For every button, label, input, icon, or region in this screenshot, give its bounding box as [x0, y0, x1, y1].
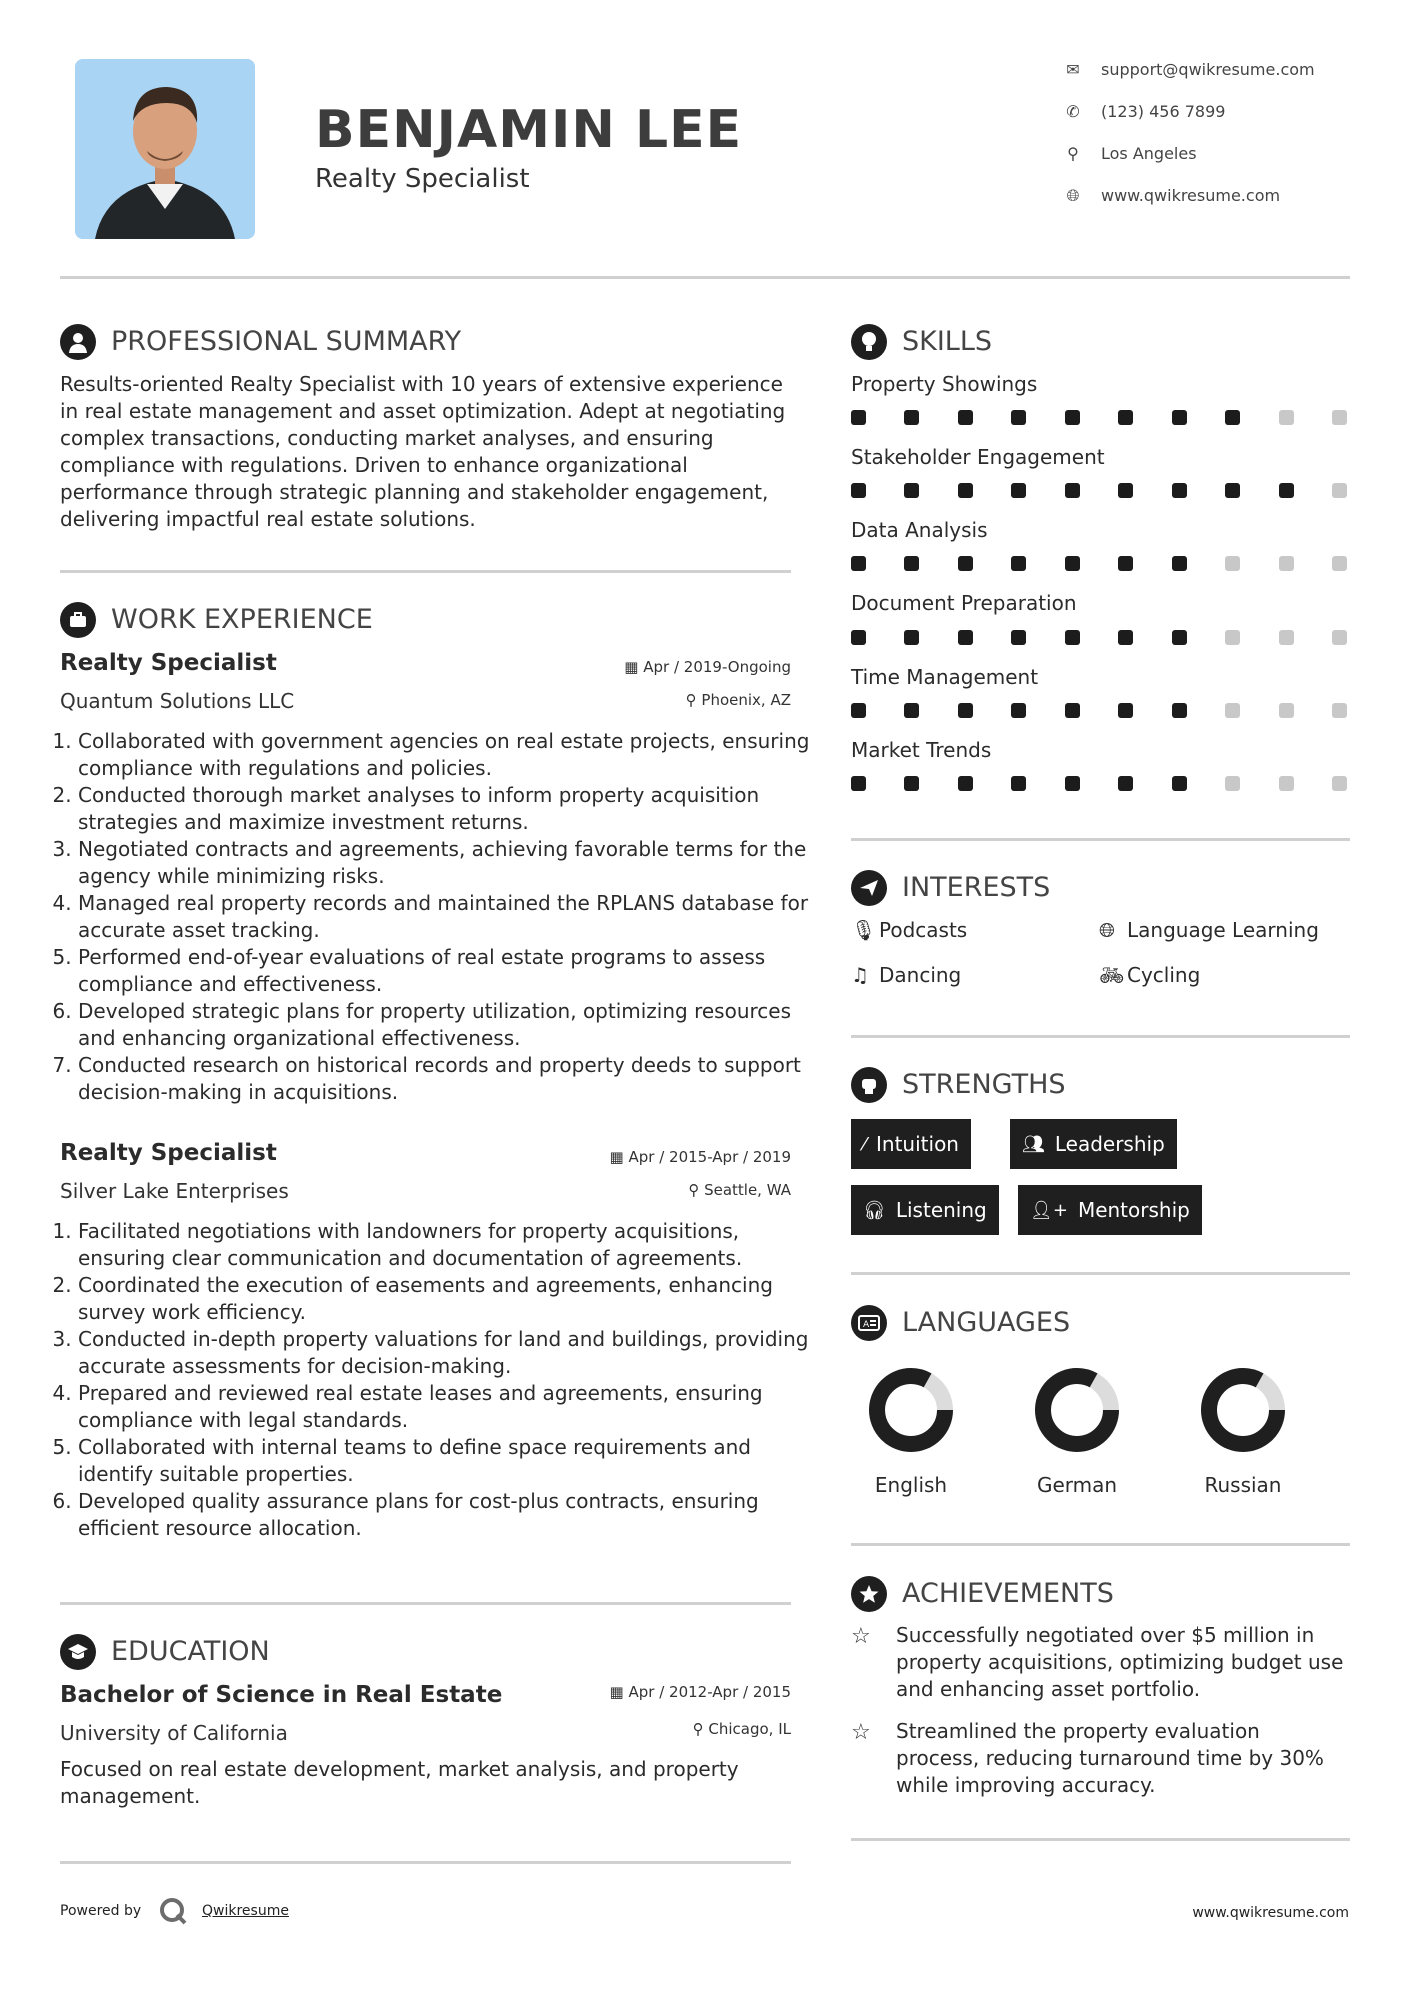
list-item: 4. Managed real property records and maintained the RPLANS database for accurate asset tracking.	[78, 890, 813, 944]
headphones-icon: 🎧︎	[863, 1199, 886, 1221]
list-item: 4. Prepared and reviewed real estate leases and agreements, ensuring compliance with legal standards.	[78, 1380, 813, 1434]
skill-name: Document Preparation	[851, 591, 1077, 615]
list-item: 3. Conducted in-depth property valuations for land and buildings, providing accurate assessments for decision-making.	[78, 1326, 813, 1380]
skill-name: Market Trends	[851, 738, 992, 762]
profile-photo	[75, 59, 255, 239]
summary-text: Results-oriented Realty Specialist with 10 years of extensive experience in real estate management and asset optimization. Adept at negotiating complex transactions, conducting market analyses, and ensuring compliance with regulations. Driven to enhance organizational performance through strategic planning and stakeholder engagement, delivering impactful real estate solutions.	[60, 372, 786, 531]
skill-dot	[1332, 776, 1347, 791]
skill-dot	[1065, 483, 1080, 498]
contact-website[interactable]: 🌐︎ www.qwikresume.com	[1066, 186, 1281, 205]
contact-email[interactable]: ✉ support@qwikresume.com	[1066, 60, 1315, 79]
skill-dot	[1011, 410, 1026, 425]
list-item: 7. Conducted research on historical records and property deeds to support decision-making in acquisitions.	[78, 1052, 813, 1106]
user-plus-icon: 👤︎+	[1030, 1199, 1068, 1221]
skill-dot	[958, 776, 973, 791]
svg-text:A: A	[863, 1320, 870, 1330]
skill-dot	[1065, 410, 1080, 425]
skill-dot	[851, 410, 866, 425]
job-1-company: Quantum Solutions LLC	[60, 689, 295, 713]
briefcase-icon	[60, 602, 96, 638]
skill-dot	[1065, 776, 1080, 791]
education-location: ⚲ Chicago, IL	[692, 1720, 791, 1738]
language-ring-russian	[1209, 1376, 1277, 1444]
language-label-german: German	[1036, 1473, 1118, 1497]
job-2-duties	[60, 1218, 813, 1542]
skill-dot	[958, 410, 973, 425]
skill-dot	[1065, 630, 1080, 645]
skill-dot	[904, 703, 919, 718]
skill-dot	[1172, 410, 1187, 425]
skill-dot	[1225, 630, 1240, 645]
magic-wand-icon: ⁄	[863, 1133, 867, 1155]
skill-dot	[1011, 483, 1026, 498]
experience-divider	[60, 1602, 791, 1605]
skill-dot	[904, 776, 919, 791]
calendar-icon: ▦	[609, 1148, 629, 1166]
skill-dot	[1118, 776, 1133, 791]
list-item: 1. Facilitated negotiations with landowners for property acquisitions, ensuring clear communication and documentation of agreements.	[78, 1218, 813, 1272]
job-2-date: ▦ Apr / 2015-Apr / 2019	[609, 1148, 791, 1166]
skill-dot	[1065, 703, 1080, 718]
summary-title: PROFESSIONAL SUMMARY	[111, 326, 462, 357]
skill-dot	[904, 483, 919, 498]
education-divider	[60, 1861, 791, 1864]
languages-divider	[851, 1543, 1350, 1546]
skill-dot	[851, 630, 866, 645]
skill-dot	[1011, 776, 1026, 791]
skill-dot	[1172, 703, 1187, 718]
skill-dot	[1332, 483, 1347, 498]
summary-divider	[60, 570, 791, 573]
skill-dot	[1332, 410, 1347, 425]
skill-dot	[1279, 556, 1294, 571]
skills-divider	[851, 838, 1350, 841]
language-ring-german	[1043, 1376, 1111, 1444]
strengths-title: STRENGTHS	[902, 1069, 1066, 1100]
skill-dot	[1279, 703, 1294, 718]
globe-icon: 🌐︎	[1066, 186, 1080, 205]
fist-icon	[851, 1067, 887, 1103]
achievement-item: Streamlined the property evaluation process, reducing turnaround time by 30% while improving accuracy.	[896, 1719, 1324, 1797]
envelope-icon: ✉	[1066, 60, 1080, 79]
skill-dot	[1225, 483, 1240, 498]
skill-dot	[1225, 556, 1240, 571]
skill-rating	[851, 703, 1347, 718]
interests-title: INTERESTS	[902, 872, 1051, 903]
job-2-location: ⚲ Seattle, WA	[688, 1181, 791, 1199]
user-circle-icon	[60, 324, 96, 360]
interests-divider	[851, 1035, 1350, 1038]
skill-dot	[958, 483, 973, 498]
education-degree: Bachelor of Science in Real Estate	[60, 1682, 503, 1708]
skill-dot	[851, 703, 866, 718]
header-divider	[60, 276, 1350, 279]
list-item: 3. Negotiated contracts and agreements, achieving favorable terms for the agency while minimizing risks.	[78, 836, 813, 890]
users-icon: 👥︎	[1022, 1133, 1045, 1155]
language-ring-english	[877, 1376, 945, 1444]
skill-dot	[1225, 703, 1240, 718]
experience-title: WORK EXPERIENCE	[111, 604, 373, 635]
phone-icon: ✆	[1066, 102, 1080, 121]
job-2-company: Silver Lake Enterprises	[60, 1179, 289, 1203]
strength-tag-mentorship: 👤︎+ Mentorship	[1018, 1185, 1202, 1235]
skill-dot	[851, 483, 866, 498]
skill-dot	[1011, 630, 1026, 645]
skill-dot	[1279, 630, 1294, 645]
job-2-title: Realty Specialist	[60, 1140, 277, 1166]
footer-website-link[interactable]: www.qwikresume.com	[1192, 1905, 1349, 1921]
skill-name: Data Analysis	[851, 518, 988, 542]
job-1-date: ▦ Apr / 2019-Ongoing	[624, 658, 791, 676]
skill-dot	[851, 556, 866, 571]
skill-dot	[1172, 630, 1187, 645]
strength-tag-intuition: ⁄ Intuition	[851, 1119, 971, 1169]
interest-language-learning: 🌐︎ Language Learning	[1099, 918, 1319, 942]
list-item: 2. Conducted thorough market analyses to inform property acquisition strategies and maximize investment returns.	[78, 782, 813, 836]
skill-dot	[1332, 630, 1347, 645]
lightbulb-icon	[851, 324, 887, 360]
skill-name: Time Management	[851, 665, 1039, 689]
skill-dot	[1332, 703, 1347, 718]
skill-dot	[958, 630, 973, 645]
skill-dot	[958, 556, 973, 571]
achievement-item: Successfully negotiated over $5 million in property acquisitions, optimizing budget use and enhancing asset portfolio.	[896, 1623, 1344, 1701]
skill-dot	[1172, 776, 1187, 791]
achievements-divider	[851, 1838, 1350, 1841]
interest-cycling: 🚲︎ Cycling	[1099, 963, 1201, 987]
strength-tag-listening: 🎧︎ Listening	[851, 1185, 999, 1235]
graduation-cap-icon	[60, 1634, 96, 1670]
paper-plane-icon	[851, 870, 887, 906]
skill-dot	[1065, 556, 1080, 571]
candidate-role: Realty Specialist	[315, 164, 530, 194]
job-1-location: ⚲ Phoenix, AZ	[685, 691, 791, 709]
skill-dot	[1118, 630, 1133, 645]
language-rings	[851, 1360, 1350, 1460]
skill-dot	[851, 776, 866, 791]
achievements-title: ACHIEVEMENTS	[902, 1578, 1114, 1609]
skill-dot	[1118, 556, 1133, 571]
skill-dot	[958, 703, 973, 718]
list-item: 5. Performed end-of-year evaluations of real estate programs to assess compliance and effectiveness.	[78, 944, 813, 998]
language-label-russian: Russian	[1204, 1473, 1282, 1497]
bicycle-icon: 🚲︎	[1099, 963, 1125, 987]
contact-phone[interactable]: ✆ (123) 456 7899	[1066, 102, 1226, 121]
skill-dot	[904, 410, 919, 425]
music-note-icon: ♫	[851, 963, 869, 987]
list-item: 5. Collaborated with internal teams to define space requirements and identify suitable properties.	[78, 1434, 813, 1488]
calendar-icon: ▦	[624, 658, 644, 676]
calendar-icon: ▦	[609, 1683, 629, 1701]
skill-dot	[1118, 483, 1133, 498]
skill-dot	[1118, 410, 1133, 425]
strength-tag-leadership: 👥︎ Leadership	[1010, 1119, 1177, 1169]
interest-podcasts: 🎙︎ Podcasts	[851, 918, 968, 942]
skill-name: Stakeholder Engagement	[851, 445, 1105, 469]
skill-dot	[904, 556, 919, 571]
skill-dot	[1172, 483, 1187, 498]
skill-dot	[1225, 776, 1240, 791]
globe-icon: 🌐︎	[1099, 918, 1115, 942]
skill-dot	[1279, 776, 1294, 791]
location-pin-icon: ⚲	[1067, 144, 1079, 163]
strengths-divider	[851, 1272, 1350, 1275]
list-item: 2. Coordinated the execution of easements and agreements, enhancing survey work efficiency.	[78, 1272, 813, 1326]
contact-location: ⚲ Los Angeles	[1065, 144, 1197, 163]
interest-dancing: ♫ Dancing	[851, 963, 962, 987]
skill-rating	[851, 776, 1347, 791]
list-item: 6. Developed quality assurance plans for cost-plus contracts, ensuring efficient resource allocation.	[78, 1488, 813, 1542]
star-badge-icon	[851, 1576, 887, 1612]
skill-rating	[851, 630, 1347, 645]
powered-by-label: Powered by	[60, 1903, 142, 1919]
candidate-name: BENJAMIN LEE	[315, 100, 743, 160]
qwikresume-logo-icon	[158, 1896, 188, 1930]
skill-dot	[1279, 483, 1294, 498]
skill-dot	[1279, 410, 1294, 425]
languages-title: LANGUAGES	[902, 1307, 1071, 1338]
skill-dot	[1011, 703, 1026, 718]
qwikresume-link[interactable]: Qwikresume	[202, 1903, 289, 1919]
skill-dot	[1118, 703, 1133, 718]
skill-rating	[851, 556, 1347, 571]
list-item: 1. Collaborated with government agencies on real estate projects, ensuring compliance with regulations and policies.	[78, 728, 813, 782]
skill-name: Property Showings	[851, 372, 1038, 396]
pushpin-icon: ⚲	[692, 1720, 709, 1738]
skill-dot	[1225, 410, 1240, 425]
education-date: ▦ Apr / 2012-Apr / 2015	[609, 1683, 791, 1701]
microphone-icon: 🎙︎	[851, 918, 877, 942]
pushpin-icon: ⚲	[688, 1181, 705, 1199]
job-1-title: Realty Specialist	[60, 650, 277, 676]
education-text: Focused on real estate development, market analysis, and property management.	[60, 1757, 739, 1808]
pushpin-icon: ⚲	[685, 691, 702, 709]
language-card-icon	[851, 1305, 887, 1341]
shooting-star-icon: ☆	[851, 1624, 871, 1649]
skill-dot	[1011, 556, 1026, 571]
skill-rating	[851, 483, 1347, 498]
education-school: University of California	[60, 1721, 288, 1745]
job-1-duties	[60, 728, 813, 1106]
skill-rating	[851, 410, 1347, 425]
person-portrait-icon	[75, 59, 255, 239]
skill-dot	[1172, 556, 1187, 571]
skill-dot	[1332, 556, 1347, 571]
shooting-star-icon: ☆	[851, 1720, 871, 1745]
education-title: EDUCATION	[111, 1636, 270, 1667]
language-label-english: English	[874, 1473, 948, 1497]
skill-dot	[904, 630, 919, 645]
skills-title: SKILLS	[902, 326, 993, 357]
list-item: 6. Developed strategic plans for property utilization, optimizing resources and enhancing organizational effectiveness.	[78, 998, 813, 1052]
